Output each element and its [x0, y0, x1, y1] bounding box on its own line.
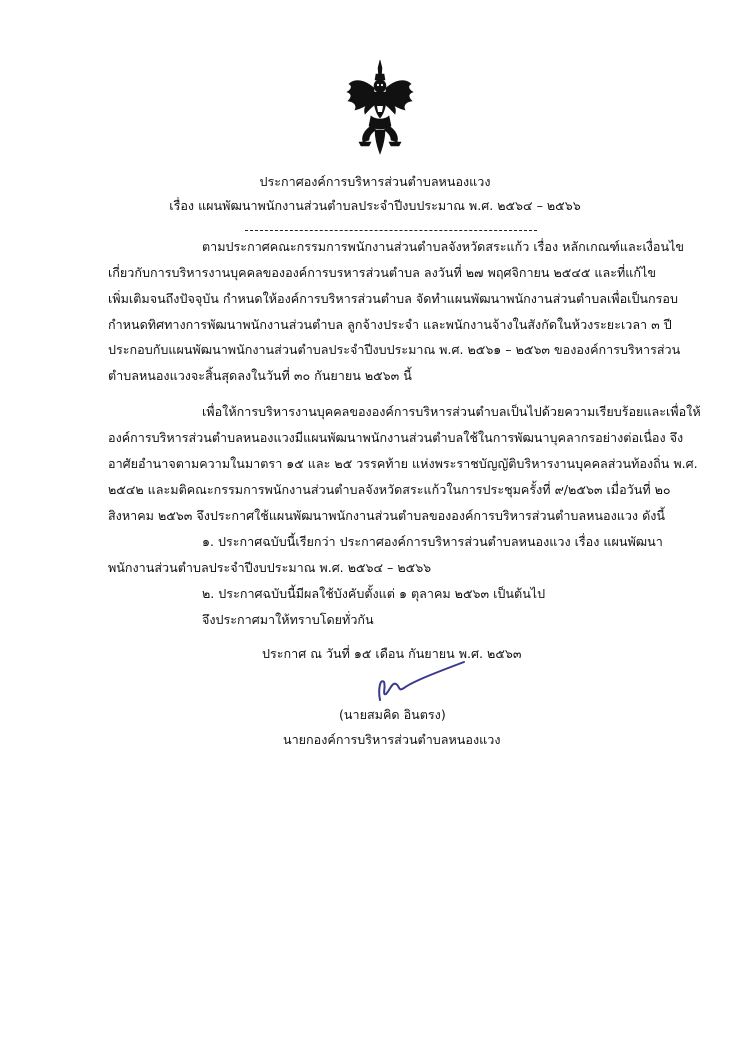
garuda-emblem-icon	[345, 58, 415, 158]
paragraph-line: อาศัยอำนาจตามความในมาตรา ๑๕ และ ๒๕ วรรคท้าย แห่งพระราชบัญญัติบริหารงานบุคคลส่วนท้องถิ่น พ.ศ.	[108, 456, 698, 471]
paragraph-line: กำหนดทิศทางการพัฒนาพนักงานส่วนตำบล ลูกจ้างประจำ และพนักงานจ้างในสังกัดในห้วงระยะเวลา ๓ ปี	[108, 317, 672, 332]
clause-item-2: ๒. ประกาศฉบับนี้มีผลใช้บังคับตั้งแต่ ๑ ตุลาคม ๒๕๖๓ เป็นต้นไป	[202, 586, 546, 601]
clause-item-1-cont: พนักงานส่วนตำบลประจำปีงบประมาณ พ.ศ. ๒๕๖๔ – ๒๕๖๖	[108, 560, 432, 575]
paragraph-line: องค์การบริหารส่วนตำบลหนองแวงมีแผนพัฒนาพนักงานส่วนตำบลใช้ในการพัฒนาบุคลากรอย่างต่อเนื่อง จึง	[108, 430, 684, 445]
announcement-date: ประกาศ ณ วันที่ ๑๕ เดือน กันยายน พ.ศ. ๒๕๖๓	[262, 646, 522, 661]
announcement-subject: เรื่อง แผนพัฒนาพนักงานส่วนตำบลประจำปีงบประมาณ พ.ศ. ๒๕๖๔ – ๒๕๖๖	[169, 198, 581, 213]
handwritten-signature	[372, 652, 472, 704]
closing-statement: จึงประกาศมาให้ทราบโดยทั่วกัน	[202, 612, 374, 627]
paragraph-line: ตำบลหนองแวงจะสิ้นสุดลงในวันที่ ๓๐ กันยายน ๒๕๖๓ นี้	[108, 368, 412, 383]
paragraph-line: เพิ่มเติมจนถึงปัจจุบัน กำหนดให้องค์การบริหารส่วนตำบล จัดทำแผนพัฒนาพนักงานส่วนตำบลเพื่อเป็นกรอบ	[108, 291, 678, 306]
paragraph-line: สิงหาคม ๒๕๖๓ จึงประกาศใช้แผนพัฒนาพนักงานส่วนตำบลขององค์การบริหารส่วนตำบลหนองแวง ดังนี้	[108, 508, 666, 523]
paragraph-line: ๒๕๔๒ และมติคณะกรรมการพนักงานส่วนตำบลจังหวัดสระแก้วในการประชุมครั้งที่ ๙/๒๕๖๓ เมื่อวันที่ ๒๐	[108, 482, 671, 497]
paragraph-line: เกี่ยวกับการบริหารงานบุคคลขององค์การบรหารส่วนตำบล ลงวันที่ ๒๗ พฤศจิกายน ๒๕๔๕ และที่แก้ไข	[108, 265, 656, 280]
paragraph-line: ประกอบกับแผนพัฒนาพนักงานส่วนตำบลประจำปีงบประมาณ พ.ศ. ๒๕๖๑ – ๒๕๖๓ ขององค์การบริหารส่วน	[108, 342, 681, 357]
signatory-position: นายกองค์การบริหารส่วนตำบลหนองแวง	[283, 732, 501, 747]
clause-item-1: ๑. ประกาศฉบับนี้เรียกว่า ประกาศองค์การบริหารส่วนตำบลหนองแวง เรื่อง แผนพัฒนา	[202, 534, 663, 549]
announcement-title: ประกาศองค์การบริหารส่วนตำบลหนองแวง	[259, 174, 491, 189]
paragraph-line: เพื่อให้การบริหารงานบุคคลขององค์การบริหารส่วนตำบลเป็นไปด้วยความเรียบร้อยและเพื่อให้	[202, 404, 701, 419]
divider-rule	[245, 230, 537, 231]
signatory-name: (นายสมคิด อินตรง)	[339, 707, 446, 722]
paragraph-line: ตามประกาศคณะกรรมการพนักงานส่วนตำบลจังหวัดสระแก้ว เรื่อง หลักเกณฑ์และเงื่อนไข	[202, 239, 685, 254]
